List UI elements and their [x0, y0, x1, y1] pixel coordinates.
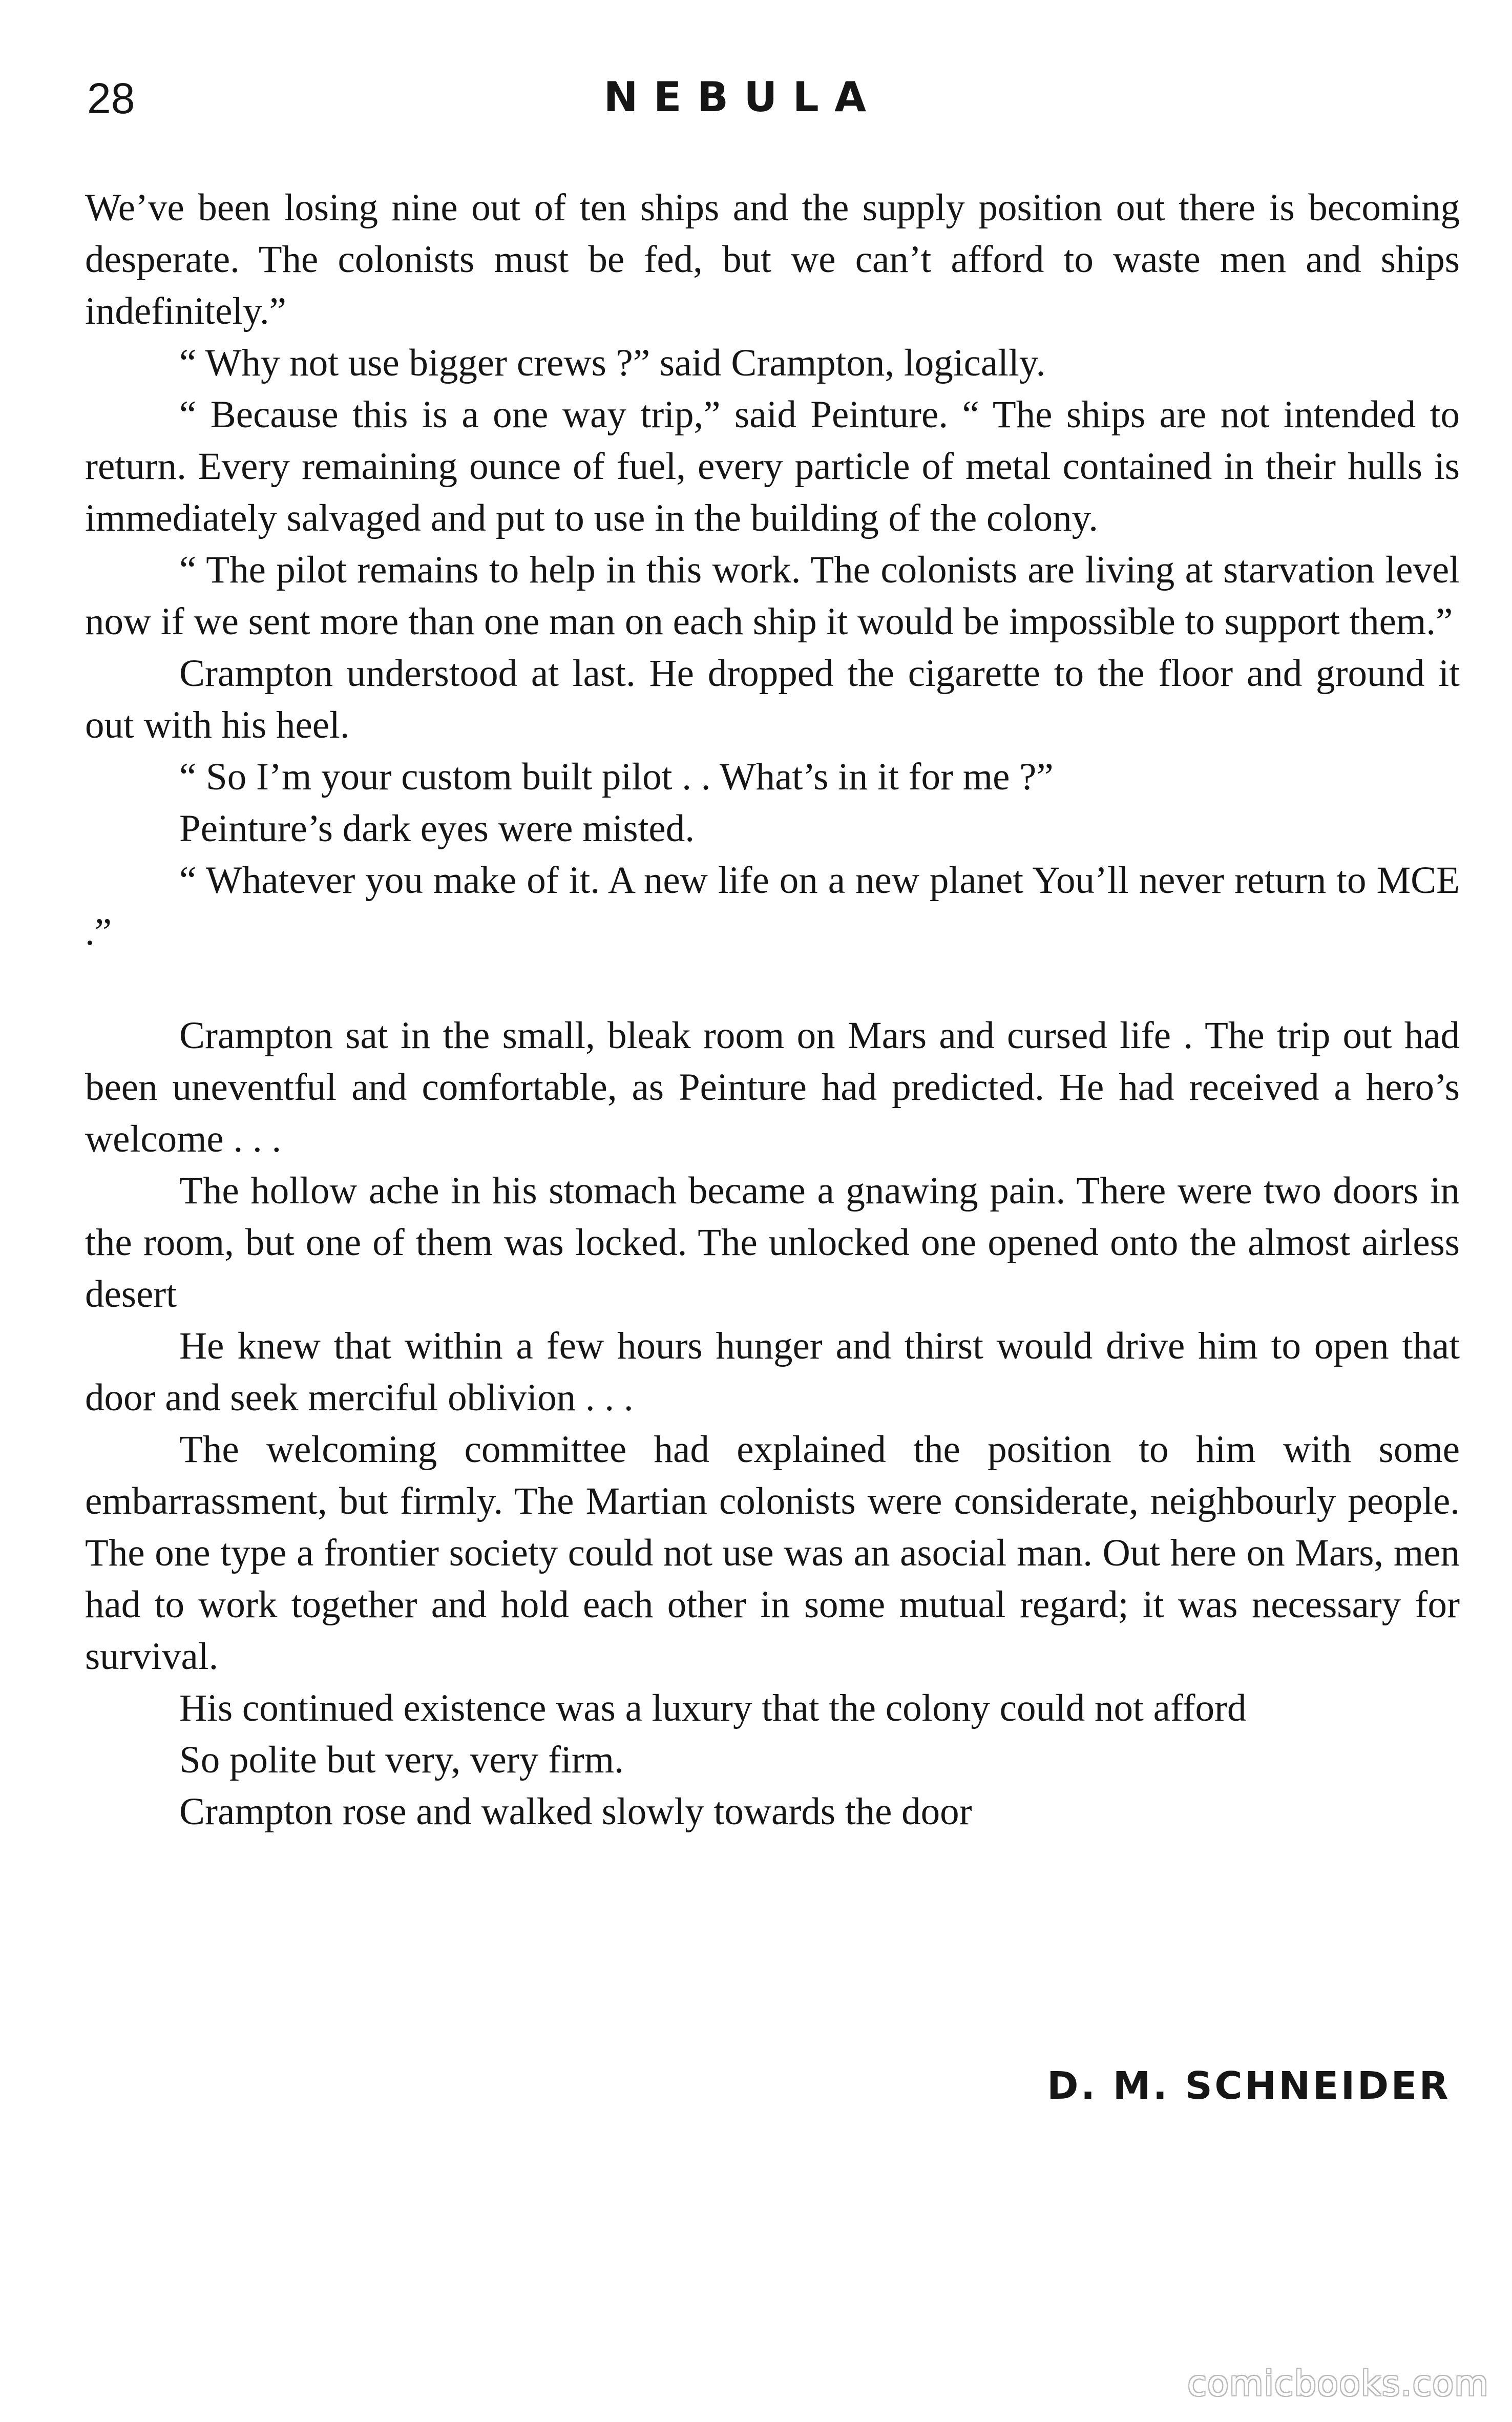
page-number: 28 — [87, 74, 135, 122]
author-byline: D. M. SCHNEIDER — [1047, 2064, 1451, 2108]
paragraph: “ Because this is a one way trip,” said Peinture. “ The ships are not intended to return. Every remaining ounce of fuel, every particle of metal contained in their hulls is immediately salvaged and put to use in the building of the colony. — [85, 393, 1460, 539]
paragraph: His continued existence was a luxury that the colony could not afford — [179, 1687, 1247, 1729]
paragraph: “ Why not use bigger crews ?” said Crampton, logically. — [179, 342, 1046, 384]
paragraph: Crampton understood at last. He dropped the cigarette to the floor and ground it out with his heel. — [85, 652, 1460, 746]
paragraph: Crampton sat in the small, bleak room on Mars and cursed life . The trip out had been uneventful and comfortable, as Peinture had predicted. He had received a hero’s welcome . . . — [85, 1014, 1460, 1160]
paragraph: Crampton rose and walked slowly towards the door — [179, 1790, 972, 1833]
paragraph: “ The pilot remains to help in this work. The colonists are living at starvation level now if we sent more than one man on each ship it would be impossible to support them.” — [85, 549, 1460, 643]
watermark: comicbooks.com — [1187, 2364, 1489, 2404]
paragraph: “ Whatever you make of it. A new life on a new planet You’ll never return to MCE .” — [85, 859, 1460, 953]
story-text — [85, 182, 1460, 1838]
paragraph: “ So I’m your custom built pilot . . What’s in it for me ?” — [179, 756, 1054, 798]
section-break — [85, 958, 1460, 1010]
paragraph: He knew that within a few hours hunger and thirst would drive him to open that door and seek merciful oblivion . . . — [85, 1325, 1460, 1419]
paragraph: Peinture’s dark eyes were misted. — [179, 807, 695, 850]
magazine-title: NEBULA — [603, 73, 882, 121]
paragraph: We’ve been losing nine out of ten ships and the supply position out there is becoming desperate. The colonists must be fed, but we can’t afford to waste men and ships indefinitely.” — [85, 186, 1460, 332]
paragraph: The welcoming committee had explained the position to him with some embarrassment, but firmly. The Martian colonists were considerate, neighbourly people. The one type a frontier society could not use was an asocial man. Out here on Mars, men had to work together and hold each other in some mutual regard; it was necessary for survival. — [85, 1428, 1460, 1678]
paragraph: The hollow ache in his stomach became a gnawing pain. There were two doors in the room, but one of them was locked. The unlocked one opened onto the almost airless desert — [85, 1170, 1460, 1316]
paragraph: So polite but very, very firm. — [179, 1739, 624, 1781]
